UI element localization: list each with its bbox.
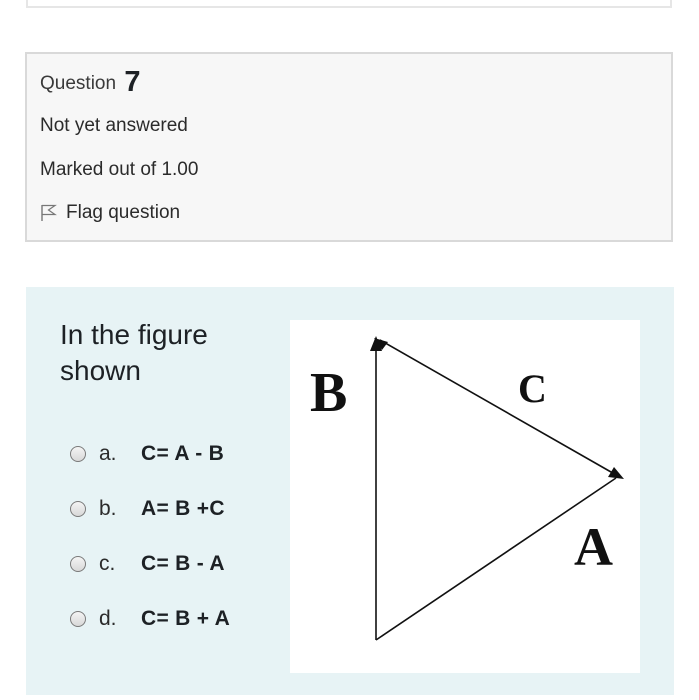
option-letter-b: b. (99, 496, 117, 520)
option-text-d: C= B + A (141, 606, 231, 630)
answer-options (70, 426, 230, 646)
vector-c-arrowhead (608, 467, 624, 479)
radio-button-a[interactable] (70, 446, 86, 462)
option-text-b: A= B +C (141, 496, 225, 520)
vector-b-label: B (310, 362, 348, 424)
question-number (40, 66, 140, 99)
answer-option-a[interactable] (70, 426, 230, 481)
vector-a-label: A (574, 517, 613, 577)
option-letter-c: c. (99, 551, 116, 575)
vector-c-label: C (518, 366, 547, 411)
previous-question-card (26, 0, 672, 8)
answer-option-d[interactable] (70, 591, 230, 646)
question-info-panel (25, 52, 673, 242)
question-text: In the figure shown (60, 319, 208, 386)
question-state: Not yet answered (40, 115, 188, 136)
question-label: Question (40, 73, 117, 94)
vector-c-line (380, 340, 618, 476)
question-grade: Marked out of 1.00 (40, 159, 199, 180)
option-letter-a: a. (99, 441, 117, 465)
answer-option-c[interactable] (70, 536, 230, 591)
vector-figure (290, 320, 640, 673)
question-number-value: 7 (124, 66, 141, 98)
vector-diagram (290, 320, 640, 673)
flag-icon (40, 204, 57, 222)
flag-question-button[interactable] (40, 202, 180, 224)
radio-button-c[interactable] (70, 556, 86, 572)
radio-button-b[interactable] (70, 501, 86, 517)
radio-button-d[interactable] (70, 611, 86, 627)
option-text-a: C= A - B (141, 441, 225, 465)
question-content (26, 287, 674, 695)
option-letter-d: d. (99, 606, 117, 630)
flag-question-label: Flag question (66, 202, 181, 223)
option-text-c: C= B - A (141, 551, 225, 575)
answer-option-b[interactable] (70, 481, 230, 536)
